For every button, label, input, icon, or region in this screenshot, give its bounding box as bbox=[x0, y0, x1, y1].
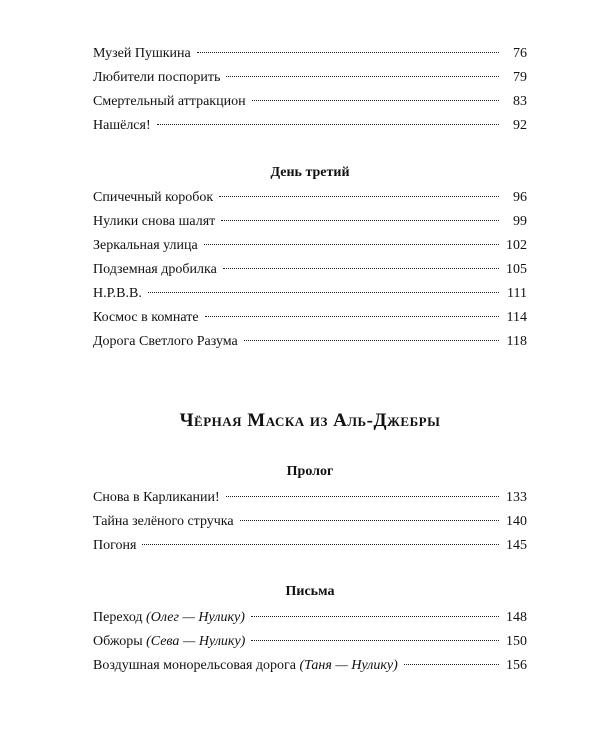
toc-entry-page: 145 bbox=[506, 538, 527, 553]
section-heading: День третий bbox=[270, 165, 350, 180]
toc-entry bbox=[93, 90, 527, 114]
toc-entry-title: Музей Пушкина bbox=[93, 46, 191, 61]
dot-leader bbox=[226, 496, 499, 497]
toc-entry-page: 140 bbox=[506, 514, 527, 529]
toc-entry-title: Космос в комнате bbox=[93, 310, 199, 325]
toc-entry-title: Любители поспорить bbox=[93, 70, 221, 85]
toc-entry bbox=[93, 330, 527, 354]
dot-leader bbox=[221, 220, 499, 221]
dot-leader bbox=[251, 616, 499, 617]
toc-entry-title: Тайна зелёного стручка bbox=[93, 514, 234, 529]
toc-section-prologue bbox=[93, 460, 527, 484]
dot-leader bbox=[148, 292, 499, 293]
toc-entry bbox=[93, 186, 527, 210]
toc-entry-page: 79 bbox=[513, 70, 527, 85]
dot-leader bbox=[223, 268, 499, 269]
toc-entry-page: 156 bbox=[506, 658, 527, 673]
toc-entry-page: 92 bbox=[513, 118, 527, 133]
toc-entry-title: Подземная дробилка bbox=[93, 262, 217, 277]
dot-leader bbox=[226, 76, 499, 77]
dot-leader bbox=[204, 244, 499, 245]
dot-leader bbox=[157, 124, 499, 125]
toc-entry bbox=[93, 654, 527, 678]
section-heading: Пролог bbox=[286, 464, 334, 479]
toc-entry-title: Нулики снова шалят bbox=[93, 214, 216, 229]
toc-entry-title: Н.Р.В.В. bbox=[93, 286, 142, 301]
toc-entry bbox=[93, 606, 527, 630]
toc-entry-title-text: Воздушная монорельсовая дорога bbox=[93, 658, 296, 673]
toc-entry-title bbox=[93, 606, 245, 630]
toc-entry-page: 102 bbox=[506, 238, 527, 253]
toc-entry bbox=[93, 66, 527, 90]
toc-section-letters bbox=[93, 580, 527, 604]
dot-leader bbox=[197, 52, 499, 53]
toc-entry-title: Нашёлся! bbox=[93, 118, 151, 133]
toc-entry bbox=[93, 534, 527, 558]
toc-entry-title: Снова в Карликании! bbox=[93, 490, 220, 505]
dot-leader bbox=[244, 340, 499, 341]
toc-entry-title: Спичечный коробок bbox=[93, 190, 214, 205]
dot-leader bbox=[219, 196, 499, 197]
toc-entry-page: 118 bbox=[506, 334, 527, 349]
toc-block-continued bbox=[93, 42, 527, 138]
toc-entry-page: 96 bbox=[513, 190, 527, 205]
toc-entry-page: 99 bbox=[513, 214, 527, 229]
toc-entry-title: Смертельный аттракцион bbox=[93, 94, 246, 109]
toc-entry-page: 105 bbox=[506, 262, 527, 277]
dot-leader bbox=[252, 100, 499, 101]
toc-entry-title-text: Обжоры bbox=[93, 634, 143, 649]
toc-entry-page: 150 bbox=[506, 634, 527, 649]
toc-entry-page: 133 bbox=[506, 490, 527, 505]
toc-entry-title: Зеркальная улица bbox=[93, 238, 198, 253]
toc-entry-page: 114 bbox=[506, 310, 527, 325]
toc-entry bbox=[93, 210, 527, 234]
toc-entry-author: (Таня — Нулику) bbox=[299, 658, 398, 673]
toc-entry bbox=[93, 486, 527, 510]
part-title: Чёрная Маска из Аль-Джебры bbox=[179, 410, 441, 431]
toc-entry-page: 148 bbox=[506, 610, 527, 625]
toc-entry bbox=[93, 510, 527, 534]
toc-block-letters bbox=[93, 606, 527, 678]
dot-leader bbox=[240, 520, 499, 521]
dot-leader bbox=[404, 664, 499, 665]
section-heading: Письма bbox=[285, 584, 335, 599]
toc-entry bbox=[93, 630, 527, 654]
toc-entry-page: 83 bbox=[513, 94, 527, 109]
toc-entry-author: (Олег — Нулику) bbox=[146, 610, 245, 625]
toc-entry-author: (Сева — Нулику) bbox=[146, 634, 246, 649]
toc-entry bbox=[93, 114, 527, 138]
dot-leader bbox=[251, 640, 499, 641]
toc-entry-title: Дорога Светлого Разума bbox=[93, 334, 238, 349]
toc-entry bbox=[93, 306, 527, 330]
toc-entry-page: 111 bbox=[507, 286, 527, 301]
toc-block-prologue bbox=[93, 486, 527, 558]
dot-leader bbox=[142, 544, 499, 545]
toc-entry bbox=[93, 234, 527, 258]
toc-entry-title-text: Переход bbox=[93, 610, 143, 625]
toc-entry bbox=[93, 282, 527, 306]
toc-entry-title: Погоня bbox=[93, 538, 137, 553]
toc-entry-title bbox=[93, 630, 245, 654]
toc-block-day-three bbox=[93, 186, 527, 354]
toc-section-day-three bbox=[93, 161, 527, 185]
dot-leader bbox=[205, 316, 499, 317]
toc-entry-page: 76 bbox=[513, 46, 527, 61]
toc-entry bbox=[93, 42, 527, 66]
toc-entry-title bbox=[93, 654, 398, 678]
toc-entry bbox=[93, 258, 527, 282]
table-of-contents-page bbox=[93, 0, 527, 750]
